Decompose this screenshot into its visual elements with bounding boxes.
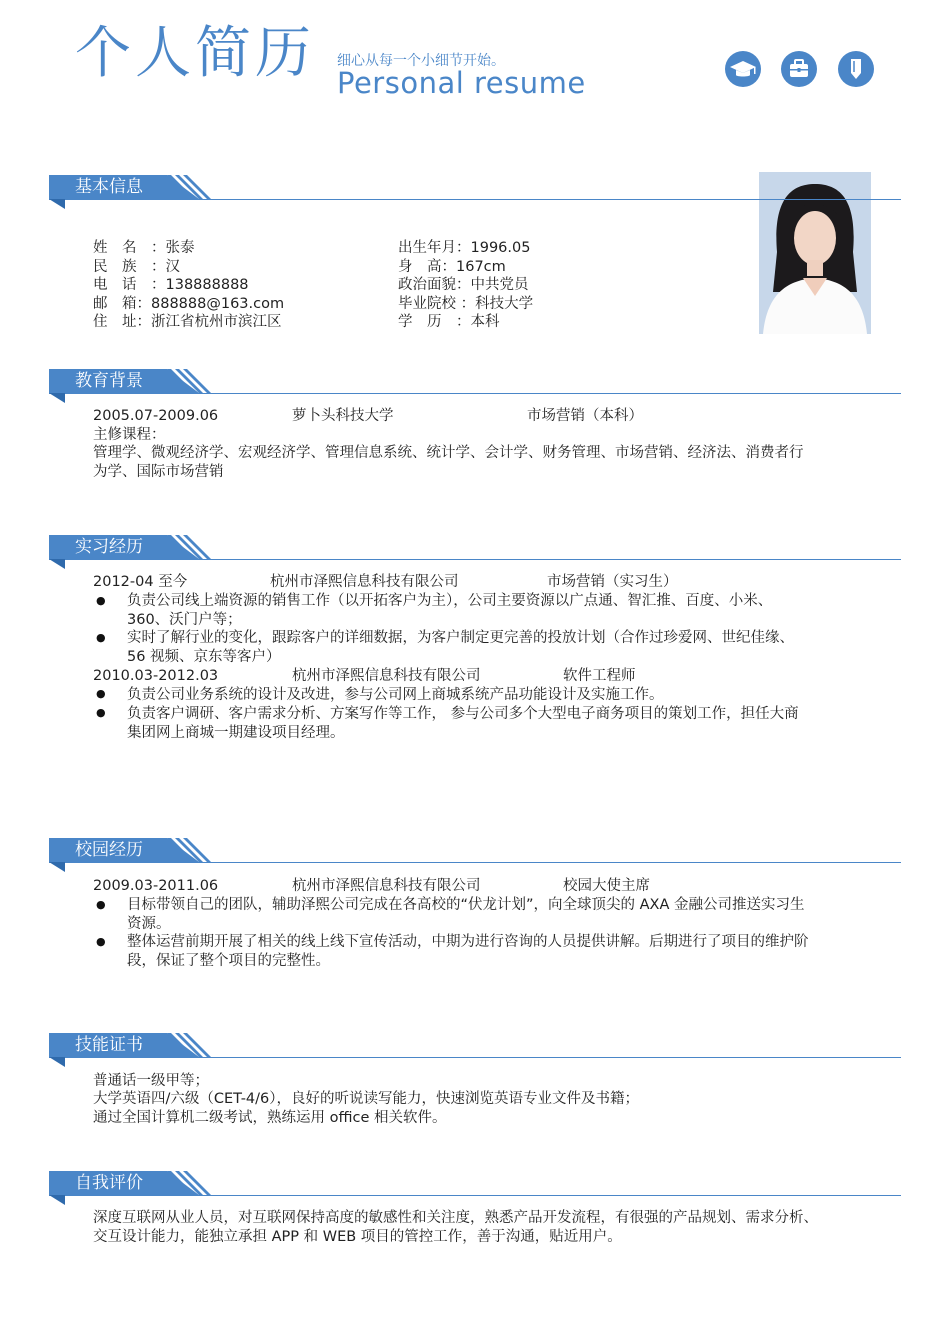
subtitle: Personal resume xyxy=(337,66,586,100)
courses-line: 管理学、微观经济学、宏观经济学、管理信息系统、统计学、会计学、财务管理、市场营销、经济法、消费者行 xyxy=(93,445,804,461)
internship-row xyxy=(93,667,893,686)
section-header-basic xyxy=(49,175,901,200)
bullet: ● xyxy=(96,594,106,607)
job-duty: 56 视频、京东等客户） xyxy=(127,649,281,665)
job-duty: 负责公司业务系统的设计及改进，参与公司网上商城系统产品功能设计及实施工作。 xyxy=(127,687,664,703)
campus-row xyxy=(93,877,893,896)
campus-period: 2009.03-2011.06 xyxy=(93,878,219,894)
section-header-skills xyxy=(49,1033,901,1058)
campus-role: 校园大使主席 xyxy=(563,878,650,894)
courses-label: 主修课程： xyxy=(93,427,166,443)
courses-line: 为学、国际市场营销 xyxy=(93,464,224,480)
basic-info-left xyxy=(93,239,284,332)
skill-item: 普通话一级甲等； xyxy=(93,1073,209,1089)
campus-duty: 整体运营前期开展了相关的线上线下宣传活动，中期为进行咨询的人员提供讲解。后期进行了项目的维护阶 xyxy=(127,934,809,950)
job-role: 软件工程师 xyxy=(563,668,636,684)
section-header-self xyxy=(49,1171,901,1196)
info-address: 住 址：浙江省杭州市滨江区 xyxy=(93,314,282,330)
bullet: ● xyxy=(96,898,106,911)
job-duty: 实时了解行业的变化，跟踪客户的详细数据，为客户制定更完善的投放计划（合作过珍爱网、世纪佳缘、 xyxy=(127,630,794,646)
job-duty: 集团网上商城一期建设项目经理。 xyxy=(127,725,345,741)
campus-duty: 资源。 xyxy=(127,916,171,932)
edu-major: 市场营销（本科） xyxy=(527,408,643,424)
job-period: 2010.03-2012.03 xyxy=(93,668,219,684)
info-school: 毕业院校 ：科技大学 xyxy=(398,295,534,312)
edu-period: 2005.07-2009.06 xyxy=(93,408,219,424)
basic-info-right xyxy=(398,239,533,332)
skill-item: 通过全国计算机二级考试，熟练运用 office 相关软件。 xyxy=(93,1110,447,1126)
briefcase-icon xyxy=(781,51,817,87)
campus-company: 杭州市泽熙信息科技有限公司 xyxy=(292,878,481,894)
info-degree: 学 历 ：本科 xyxy=(398,314,500,330)
section-title: 基本信息 xyxy=(75,177,143,197)
graduation-cap-icon xyxy=(725,51,761,87)
info-name: 姓 名 ：张泰 xyxy=(93,240,195,256)
bullet: ● xyxy=(96,687,106,700)
education-row xyxy=(93,407,893,426)
campus-duty: 段，保证了整个项目的完整性。 xyxy=(127,953,330,969)
section-title: 实习经历 xyxy=(75,537,143,557)
info-politics: 政治面貌：中共党员 xyxy=(398,277,529,293)
info-phone: 电 话 ：138888888 xyxy=(93,277,249,293)
info-height: 身 高：167cm xyxy=(398,258,506,275)
section-title: 技能证书 xyxy=(75,1035,143,1055)
resume-title: 个人简历 xyxy=(75,21,315,86)
bullet: ● xyxy=(96,631,106,644)
info-email: 邮 箱：888888@163.com xyxy=(93,295,285,312)
edu-school: 萝卜头科技大学 xyxy=(292,408,394,424)
internship-row xyxy=(93,573,893,592)
info-ethnicity: 民 族 ：汉 xyxy=(93,258,180,275)
job-duty: 负责公司线上端资源的销售工作（以开拓客户为主），公司主要资源以广点通、智汇推、百度、小米、 xyxy=(127,593,773,609)
job-period: 2012-04 至今 xyxy=(93,574,188,590)
self-eval-line: 交互设计能力，能独立承担 APP 和 WEB 项目的管控工作，善于沟通，贴近用户。 xyxy=(93,1229,622,1245)
section-header-internship xyxy=(49,535,901,560)
skill-item: 大学英语四/六级（CET-4/6），良好的听说读写能力，快速浏览英语专业文件及书籍； xyxy=(93,1091,640,1107)
job-company: 杭州市泽熙信息科技有限公司 xyxy=(270,574,459,590)
job-duty: 负责客户调研、客户需求分析、方案写作等工作， 参与公司多个大型电子商务项目的策划工作，担任大商 xyxy=(127,706,799,722)
bullet: ● xyxy=(96,706,106,719)
job-duty: 360、沃门户等； xyxy=(127,612,242,628)
campus-duty: 目标带领自己的团队，辅助泽熙公司完成在各高校的“伏龙计划”，向全球顶尖的 AXA 金融公司推送实习生 xyxy=(127,897,805,913)
section-header-campus xyxy=(49,838,901,863)
job-role: 市场营销（实习生） xyxy=(547,574,678,590)
self-eval-line: 深度互联网从业人员，对互联网保持高度的敏感性和关注度，熟悉产品开发流程，有很强的产品规划、需求分析、 xyxy=(93,1210,818,1226)
section-header-education xyxy=(49,369,901,394)
job-company: 杭州市泽熙信息科技有限公司 xyxy=(292,668,481,684)
pen-icon xyxy=(838,51,874,87)
info-birth: 出生年月：1996.05 xyxy=(398,240,531,256)
section-title: 校园经历 xyxy=(75,840,143,860)
bullet: ● xyxy=(96,935,106,948)
section-title: 自我评价 xyxy=(75,1173,143,1193)
slogan: 细心从每一个小细节开始。 xyxy=(337,53,505,69)
section-title: 教育背景 xyxy=(75,371,143,391)
